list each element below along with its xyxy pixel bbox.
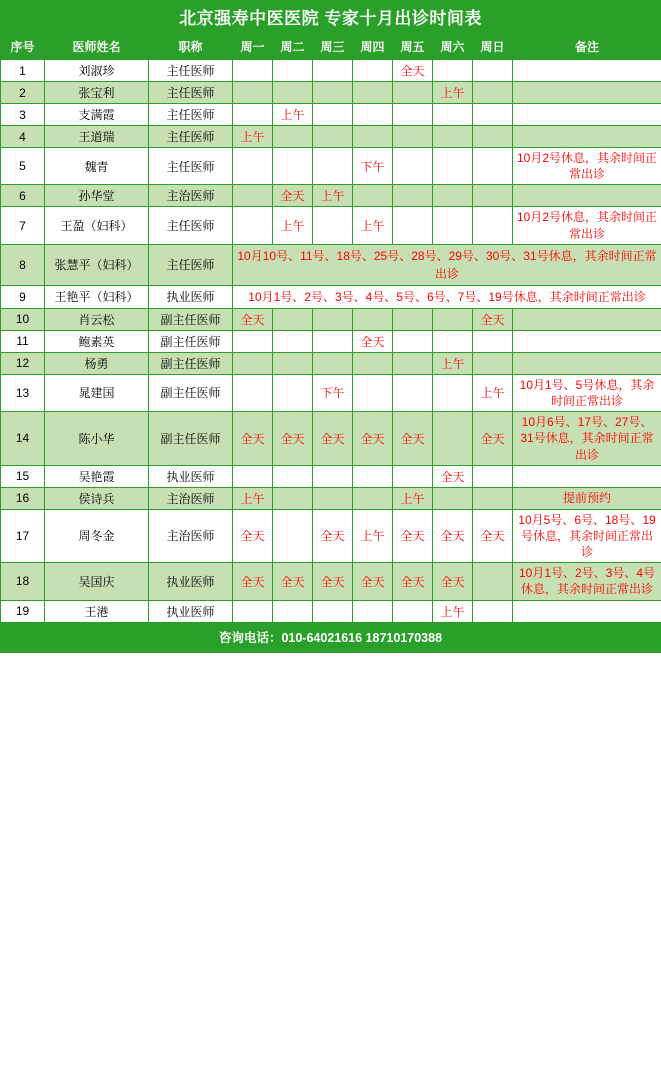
cell-doctor-title: 主任医师 xyxy=(149,244,233,285)
cell-slot-saturday xyxy=(433,330,473,352)
cell-slot-wednesday xyxy=(313,600,353,622)
cell-slot-tuesday xyxy=(273,308,313,330)
cell-index: 1 xyxy=(1,60,45,82)
cell-slot-tuesday xyxy=(273,509,313,563)
cell-doctor-name: 王艳平（妇科） xyxy=(45,285,149,308)
column-header-thursday: 周四 xyxy=(353,34,393,60)
cell-note xyxy=(513,104,661,126)
cell-slot-monday xyxy=(233,207,273,244)
cell-slot-monday xyxy=(233,352,273,374)
cell-slot-wednesday: 全天 xyxy=(313,412,353,466)
cell-slot-saturday xyxy=(433,412,473,466)
cell-index: 19 xyxy=(1,600,45,622)
cell-slot-friday xyxy=(393,330,433,352)
cell-doctor-name: 晁建国 xyxy=(45,374,149,411)
cell-slot-thursday: 全天 xyxy=(353,563,393,600)
cell-doctor-name: 吴艳霞 xyxy=(45,465,149,487)
cell-doctor-title: 主任医师 xyxy=(149,82,233,104)
cell-slot-tuesday xyxy=(273,352,313,374)
cell-slot-saturday: 上午 xyxy=(433,352,473,374)
cell-slot-saturday xyxy=(433,374,473,411)
table-row xyxy=(1,185,661,207)
cell-slot-thursday: 下午 xyxy=(353,148,393,185)
cell-slot-thursday xyxy=(353,185,393,207)
table-header xyxy=(1,34,661,60)
column-header-tuesday: 周二 xyxy=(273,34,313,60)
cell-slot-saturday: 全天 xyxy=(433,465,473,487)
cell-slot-sunday xyxy=(473,185,513,207)
cell-note xyxy=(513,465,661,487)
cell-doctor-title: 主任医师 xyxy=(149,60,233,82)
cell-slot-tuesday xyxy=(273,82,313,104)
cell-index: 9 xyxy=(1,285,45,308)
cell-doctor-title: 主任医师 xyxy=(149,148,233,185)
cell-slot-monday: 上午 xyxy=(233,126,273,148)
cell-doctor-name: 肖云松 xyxy=(45,308,149,330)
cell-slot-sunday xyxy=(473,487,513,509)
cell-slot-monday xyxy=(233,60,273,82)
table-row xyxy=(1,352,661,374)
cell-note xyxy=(513,352,661,374)
cell-doctor-title: 主任医师 xyxy=(149,126,233,148)
cell-index: 16 xyxy=(1,487,45,509)
cell-slot-monday: 全天 xyxy=(233,563,273,600)
cell-doctor-name: 支满霞 xyxy=(45,104,149,126)
cell-slot-saturday xyxy=(433,60,473,82)
cell-slot-wednesday xyxy=(313,207,353,244)
table-row xyxy=(1,207,661,244)
cell-note-wide: 10月10号、11号、18号、25号、28号、29号、30号、31号休息，其余时间正常出诊 xyxy=(233,244,661,285)
cell-slot-friday xyxy=(393,104,433,126)
cell-slot-tuesday xyxy=(273,60,313,82)
cell-slot-thursday: 全天 xyxy=(353,330,393,352)
cell-slot-wednesday xyxy=(313,465,353,487)
cell-doctor-title: 副主任医师 xyxy=(149,308,233,330)
table-row xyxy=(1,330,661,352)
cell-note-wide: 10月1号、2号、3号、4号、5号、6号、7号、19号休息，其余时间正常出诊 xyxy=(233,285,661,308)
cell-index: 2 xyxy=(1,82,45,104)
cell-slot-sunday xyxy=(473,600,513,622)
cell-slot-friday xyxy=(393,308,433,330)
cell-slot-thursday xyxy=(353,465,393,487)
column-header-wednesday: 周三 xyxy=(313,34,353,60)
cell-slot-wednesday: 全天 xyxy=(313,509,353,563)
contact-phone-text: 咨询电话：010-64021616 18710170388 xyxy=(218,631,443,646)
cell-slot-sunday xyxy=(473,126,513,148)
cell-slot-tuesday: 上午 xyxy=(273,104,313,126)
cell-doctor-name: 张慧平（妇科） xyxy=(45,244,149,285)
page-title-text: 北京强寿中医医院 专家十月出诊时间表 xyxy=(179,9,482,28)
cell-slot-sunday xyxy=(473,148,513,185)
cell-note xyxy=(513,126,661,148)
cell-slot-friday: 全天 xyxy=(393,412,433,466)
cell-slot-sunday xyxy=(473,82,513,104)
cell-index: 4 xyxy=(1,126,45,148)
cell-doctor-title: 主治医师 xyxy=(149,509,233,563)
cell-index: 13 xyxy=(1,374,45,411)
header-row xyxy=(1,34,661,60)
cell-doctor-title: 执业医师 xyxy=(149,600,233,622)
cell-doctor-title: 执业医师 xyxy=(149,563,233,600)
cell-doctor-name: 吴国庆 xyxy=(45,563,149,600)
cell-slot-sunday xyxy=(473,465,513,487)
cell-slot-thursday xyxy=(353,104,393,126)
column-header-sunday: 周日 xyxy=(473,34,513,60)
cell-doctor-name: 王港 xyxy=(45,600,149,622)
cell-slot-sunday: 全天 xyxy=(473,308,513,330)
cell-slot-tuesday xyxy=(273,126,313,148)
cell-slot-saturday xyxy=(433,207,473,244)
cell-slot-tuesday xyxy=(273,374,313,411)
cell-index: 18 xyxy=(1,563,45,600)
column-header-index: 序号 xyxy=(1,34,45,60)
cell-slot-sunday: 上午 xyxy=(473,374,513,411)
column-header-saturday: 周六 xyxy=(433,34,473,60)
cell-slot-wednesday xyxy=(313,308,353,330)
cell-note xyxy=(513,60,661,82)
cell-slot-sunday xyxy=(473,207,513,244)
cell-doctor-name: 魏青 xyxy=(45,148,149,185)
cell-slot-friday xyxy=(393,148,433,185)
cell-note xyxy=(513,330,661,352)
cell-slot-wednesday xyxy=(313,487,353,509)
cell-slot-monday: 全天 xyxy=(233,308,273,330)
cell-doctor-title: 主任医师 xyxy=(149,104,233,126)
cell-slot-sunday xyxy=(473,104,513,126)
cell-index: 11 xyxy=(1,330,45,352)
table-row xyxy=(1,509,661,563)
cell-slot-wednesday xyxy=(313,82,353,104)
cell-slot-wednesday xyxy=(313,60,353,82)
cell-doctor-title: 主治医师 xyxy=(149,487,233,509)
cell-slot-thursday xyxy=(353,600,393,622)
cell-slot-tuesday: 全天 xyxy=(273,412,313,466)
table-row xyxy=(1,412,661,466)
cell-slot-saturday xyxy=(433,308,473,330)
cell-slot-friday: 上午 xyxy=(393,487,433,509)
cell-slot-friday xyxy=(393,465,433,487)
cell-doctor-name: 侯诗兵 xyxy=(45,487,149,509)
cell-slot-monday xyxy=(233,82,273,104)
cell-slot-saturday: 全天 xyxy=(433,509,473,563)
cell-slot-saturday xyxy=(433,185,473,207)
cell-doctor-name: 王道瑞 xyxy=(45,126,149,148)
cell-slot-thursday: 全天 xyxy=(353,412,393,466)
cell-slot-saturday xyxy=(433,148,473,185)
cell-slot-thursday xyxy=(353,82,393,104)
cell-slot-sunday: 全天 xyxy=(473,509,513,563)
table-row xyxy=(1,148,661,185)
cell-slot-friday xyxy=(393,352,433,374)
cell-index: 6 xyxy=(1,185,45,207)
cell-slot-sunday xyxy=(473,330,513,352)
cell-slot-tuesday xyxy=(273,330,313,352)
column-header-name: 医师姓名 xyxy=(45,34,149,60)
cell-index: 14 xyxy=(1,412,45,466)
cell-slot-friday xyxy=(393,600,433,622)
cell-index: 12 xyxy=(1,352,45,374)
cell-doctor-name: 杨勇 xyxy=(45,352,149,374)
cell-slot-wednesday xyxy=(313,352,353,374)
cell-slot-tuesday xyxy=(273,487,313,509)
table-row xyxy=(1,126,661,148)
cell-slot-friday xyxy=(393,82,433,104)
table-row xyxy=(1,308,661,330)
table-row xyxy=(1,104,661,126)
cell-slot-tuesday xyxy=(273,465,313,487)
cell-slot-monday xyxy=(233,104,273,126)
cell-doctor-title: 主治医师 xyxy=(149,185,233,207)
cell-slot-wednesday xyxy=(313,104,353,126)
cell-note: 10月5号、6号、18号、19号休息，其余时间正常出诊 xyxy=(513,509,661,563)
cell-slot-tuesday: 上午 xyxy=(273,207,313,244)
cell-slot-tuesday xyxy=(273,148,313,185)
cell-slot-monday xyxy=(233,465,273,487)
table-row xyxy=(1,465,661,487)
cell-slot-thursday xyxy=(353,60,393,82)
cell-slot-sunday xyxy=(473,352,513,374)
cell-doctor-name: 王盈（妇科） xyxy=(45,207,149,244)
cell-doctor-name: 陈小华 xyxy=(45,412,149,466)
cell-slot-sunday xyxy=(473,60,513,82)
cell-slot-wednesday: 全天 xyxy=(313,563,353,600)
cell-slot-wednesday xyxy=(313,126,353,148)
cell-slot-friday xyxy=(393,185,433,207)
cell-slot-sunday: 全天 xyxy=(473,412,513,466)
cell-slot-thursday xyxy=(353,374,393,411)
cell-note xyxy=(513,82,661,104)
cell-note xyxy=(513,600,661,622)
column-header-friday: 周五 xyxy=(393,34,433,60)
cell-doctor-title: 副主任医师 xyxy=(149,352,233,374)
cell-index: 5 xyxy=(1,148,45,185)
cell-slot-saturday xyxy=(433,104,473,126)
column-header-note: 备注 xyxy=(513,34,661,60)
cell-note: 10月2号休息，其余时间正常出诊 xyxy=(513,148,661,185)
cell-slot-sunday xyxy=(473,563,513,600)
cell-slot-monday xyxy=(233,600,273,622)
cell-note: 10月6号、17号、27号、31号休息，其余时间正常出诊 xyxy=(513,412,661,466)
cell-slot-monday: 全天 xyxy=(233,509,273,563)
cell-note: 10月1号、5号休息，其余时间正常出诊 xyxy=(513,374,661,411)
cell-slot-friday xyxy=(393,207,433,244)
cell-index: 10 xyxy=(1,308,45,330)
column-header-monday: 周一 xyxy=(233,34,273,60)
cell-slot-thursday xyxy=(353,126,393,148)
cell-doctor-title: 副主任医师 xyxy=(149,330,233,352)
cell-doctor-name: 周冬金 xyxy=(45,509,149,563)
table-row xyxy=(1,60,661,82)
cell-slot-wednesday xyxy=(313,148,353,185)
table-row xyxy=(1,285,661,308)
column-header-title: 职称 xyxy=(149,34,233,60)
table-row xyxy=(1,374,661,411)
cell-doctor-name: 鲍素英 xyxy=(45,330,149,352)
cell-slot-monday xyxy=(233,148,273,185)
cell-slot-monday: 上午 xyxy=(233,487,273,509)
cell-slot-thursday: 上午 xyxy=(353,509,393,563)
cell-slot-friday xyxy=(393,374,433,411)
cell-doctor-name: 孙华堂 xyxy=(45,185,149,207)
cell-slot-thursday: 上午 xyxy=(353,207,393,244)
cell-slot-monday xyxy=(233,330,273,352)
cell-index: 8 xyxy=(1,244,45,285)
cell-slot-monday xyxy=(233,374,273,411)
schedule-table xyxy=(0,33,661,623)
cell-slot-friday: 全天 xyxy=(393,60,433,82)
cell-doctor-name: 张宝利 xyxy=(45,82,149,104)
cell-slot-tuesday: 全天 xyxy=(273,563,313,600)
cell-slot-wednesday: 下午 xyxy=(313,374,353,411)
cell-slot-monday: 全天 xyxy=(233,412,273,466)
cell-note: 提前预约 xyxy=(513,487,661,509)
cell-index: 15 xyxy=(1,465,45,487)
cell-slot-saturday: 上午 xyxy=(433,82,473,104)
cell-doctor-title: 执业医师 xyxy=(149,285,233,308)
table-row xyxy=(1,82,661,104)
cell-note xyxy=(513,308,661,330)
cell-doctor-title: 主任医师 xyxy=(149,207,233,244)
cell-index: 17 xyxy=(1,509,45,563)
cell-slot-thursday xyxy=(353,308,393,330)
cell-slot-friday xyxy=(393,126,433,148)
cell-slot-wednesday xyxy=(313,330,353,352)
cell-doctor-title: 副主任医师 xyxy=(149,374,233,411)
table-row xyxy=(1,244,661,285)
cell-slot-monday xyxy=(233,185,273,207)
cell-slot-thursday xyxy=(353,487,393,509)
cell-note: 10月1号、2号、3号、4号休息，其余时间正常出诊 xyxy=(513,563,661,600)
cell-slot-saturday xyxy=(433,126,473,148)
cell-slot-friday: 全天 xyxy=(393,563,433,600)
cell-slot-wednesday: 上午 xyxy=(313,185,353,207)
cell-doctor-title: 执业医师 xyxy=(149,465,233,487)
cell-index: 3 xyxy=(1,104,45,126)
table-row xyxy=(1,563,661,600)
cell-slot-saturday xyxy=(433,487,473,509)
cell-slot-saturday: 全天 xyxy=(433,563,473,600)
cell-slot-friday: 全天 xyxy=(393,509,433,563)
table-row xyxy=(1,487,661,509)
table-row xyxy=(1,600,661,622)
contact-footer xyxy=(0,623,661,653)
page-title xyxy=(0,0,661,33)
cell-note: 10月2号休息，其余时间正常出诊 xyxy=(513,207,661,244)
cell-slot-thursday xyxy=(353,352,393,374)
table-body xyxy=(1,60,661,623)
cell-slot-tuesday: 全天 xyxy=(273,185,313,207)
cell-doctor-name: 刘淑珍 xyxy=(45,60,149,82)
cell-slot-tuesday xyxy=(273,600,313,622)
cell-slot-saturday: 上午 xyxy=(433,600,473,622)
cell-doctor-title: 副主任医师 xyxy=(149,412,233,466)
cell-index: 7 xyxy=(1,207,45,244)
cell-note xyxy=(513,185,661,207)
